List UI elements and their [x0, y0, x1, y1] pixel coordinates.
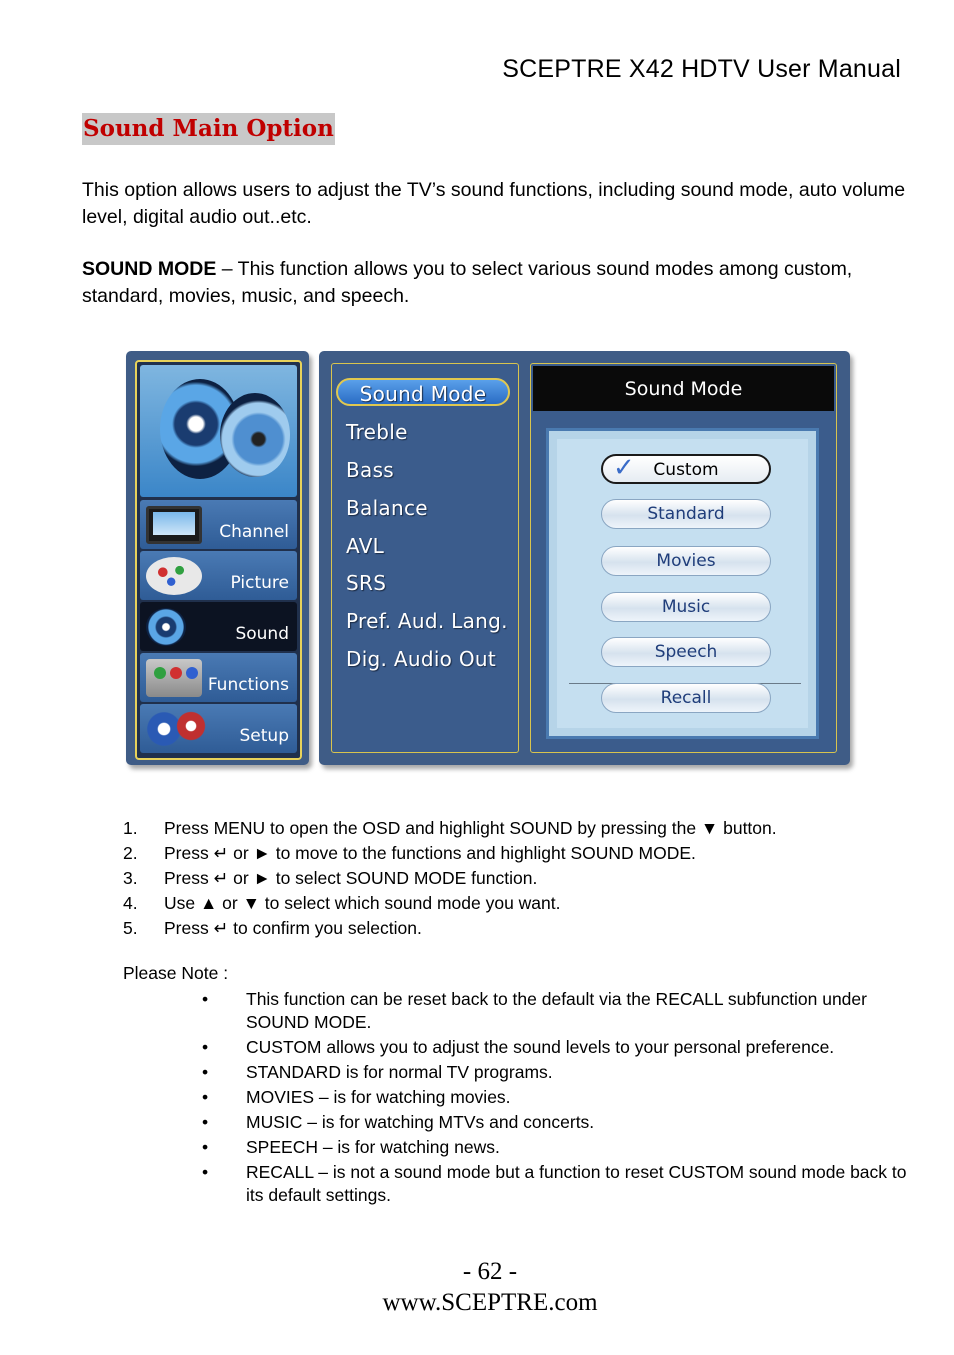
gear-icon-2: [176, 710, 206, 742]
sound-mode-submenu: [530, 363, 837, 753]
speaker-small-icon: [146, 608, 186, 646]
note-text: This function can be reset back to the default via the RECALL subfunction under SOUND MODE.: [246, 989, 867, 1032]
note-text: CUSTOM allows you to adjust the sound levels to your personal preference.: [246, 1037, 835, 1057]
note-text: STANDARD is for normal TV programs.: [246, 1062, 553, 1082]
menu-item-balance[interactable]: Balance: [346, 496, 428, 520]
bullet-icon: •: [202, 1162, 209, 1182]
menu-item-avl[interactable]: AVL: [346, 534, 385, 558]
osd-category-panel: [126, 351, 309, 765]
step-item: [123, 892, 903, 917]
option-label: Custom: [653, 460, 719, 480]
option-speech[interactable]: Speech: [601, 637, 771, 667]
category-setup[interactable]: [140, 704, 297, 753]
step-text: Press ↵ or ► to select SOUND MODE function.: [164, 868, 538, 888]
step-number: 5.: [123, 918, 138, 938]
step-text: Press MENU to open the OSD and highlight SOUND by pressing the ▼ button.: [164, 818, 777, 838]
step-text: Press ↵ to confirm you selection.: [164, 918, 422, 938]
note-text: MUSIC – is for watching MTVs and concerts.: [246, 1112, 595, 1132]
menu-item-dig-audio-out[interactable]: Dig. Audio Out: [346, 647, 497, 671]
notes-title: Please Note :: [123, 963, 229, 983]
menu-item-treble[interactable]: Treble: [346, 420, 408, 444]
footer-url[interactable]: www.SCEPTRE.com: [382, 1289, 598, 1316]
sound-menu-list: [331, 363, 519, 753]
toolbox-icon: [146, 659, 202, 697]
steps-list: [123, 817, 903, 942]
section-heading: Sound Main Option: [82, 113, 335, 145]
option-music[interactable]: Music: [601, 592, 771, 622]
menu-item-bass[interactable]: Bass: [346, 458, 395, 482]
option-movies[interactable]: Movies: [601, 546, 771, 576]
note-item: [200, 1136, 910, 1159]
menu-item-sound-mode[interactable]: Sound Mode: [336, 378, 510, 406]
sound-mode-description: [82, 256, 912, 309]
category-channel[interactable]: [140, 500, 297, 549]
step-item: [123, 917, 903, 942]
category-label: Picture: [230, 573, 289, 593]
bullet-icon: •: [202, 1137, 209, 1157]
osd-menu-panel: [319, 351, 850, 765]
bullet-icon: •: [202, 1087, 209, 1107]
option-custom[interactable]: [601, 454, 771, 484]
category-label: Sound: [235, 624, 289, 644]
note-item: [200, 1086, 910, 1109]
category-sound[interactable]: [140, 602, 297, 651]
note-item: [200, 1111, 910, 1134]
note-item: [200, 1161, 910, 1207]
tv-icon: [146, 506, 202, 544]
category-functions[interactable]: [140, 653, 297, 702]
category-label: Channel: [219, 522, 289, 542]
intro-paragraph: This option allows users to adjust the TV’s sound functions, including sound mode, auto volume level, digital audio out..etc.: [82, 179, 906, 228]
page-number: - 62 -: [462, 1258, 518, 1285]
step-number: 2.: [123, 843, 138, 863]
bullet-icon: •: [202, 1112, 209, 1132]
header-title: SCEPTRE X42 HDTV User Manual: [502, 55, 901, 83]
note-item: [200, 988, 910, 1034]
sound-mode-text: – This function allows you to select various sound modes among custom, standard, movies, music, and speech.: [82, 258, 853, 307]
bullet-icon: •: [202, 1037, 209, 1057]
option-recall[interactable]: Recall: [601, 683, 771, 713]
bullet-icon: •: [202, 989, 209, 1009]
notes-list: [200, 988, 910, 1209]
note-item: [200, 1036, 910, 1059]
submenu-title: Sound Mode: [624, 378, 743, 400]
category-label: Setup: [239, 726, 289, 746]
sound-mode-options-panel: [546, 428, 819, 739]
osd-screenshot: [126, 351, 855, 769]
sound-mode-label: SOUND MODE: [82, 258, 217, 280]
speaker-icon-2: [220, 393, 290, 477]
option-standard[interactable]: Standard: [601, 499, 771, 529]
note-text: MOVIES – is for watching movies.: [246, 1087, 511, 1107]
step-text: Use ▲ or ▼ to select which sound mode you want.: [164, 893, 561, 913]
bullet-icon: •: [202, 1062, 209, 1082]
step-item: [123, 842, 903, 867]
note-item: [200, 1061, 910, 1084]
category-picture[interactable]: [140, 551, 297, 600]
note-text: SPEECH – is for watching news.: [246, 1137, 500, 1157]
step-item: [123, 817, 903, 842]
note-text: RECALL – is not a sound mode but a function to reset CUSTOM sound mode back to its default settings.: [246, 1162, 907, 1205]
step-number: 4.: [123, 893, 138, 913]
step-text: Press ↵ or ► to move to the functions and highlight SOUND MODE.: [164, 843, 696, 863]
sound-hero-image: [140, 365, 297, 497]
menu-item-srs[interactable]: SRS: [346, 571, 387, 595]
menu-item-pref-aud-lang[interactable]: Pref. Aud. Lang.: [346, 609, 508, 633]
step-number: 3.: [123, 868, 138, 888]
step-item: [123, 867, 903, 892]
palette-icon: [146, 557, 202, 595]
step-number: 1.: [123, 818, 138, 838]
submenu-title-bar: [533, 366, 834, 411]
checkmark-icon: ✓: [613, 453, 635, 483]
category-label: Functions: [207, 675, 289, 695]
